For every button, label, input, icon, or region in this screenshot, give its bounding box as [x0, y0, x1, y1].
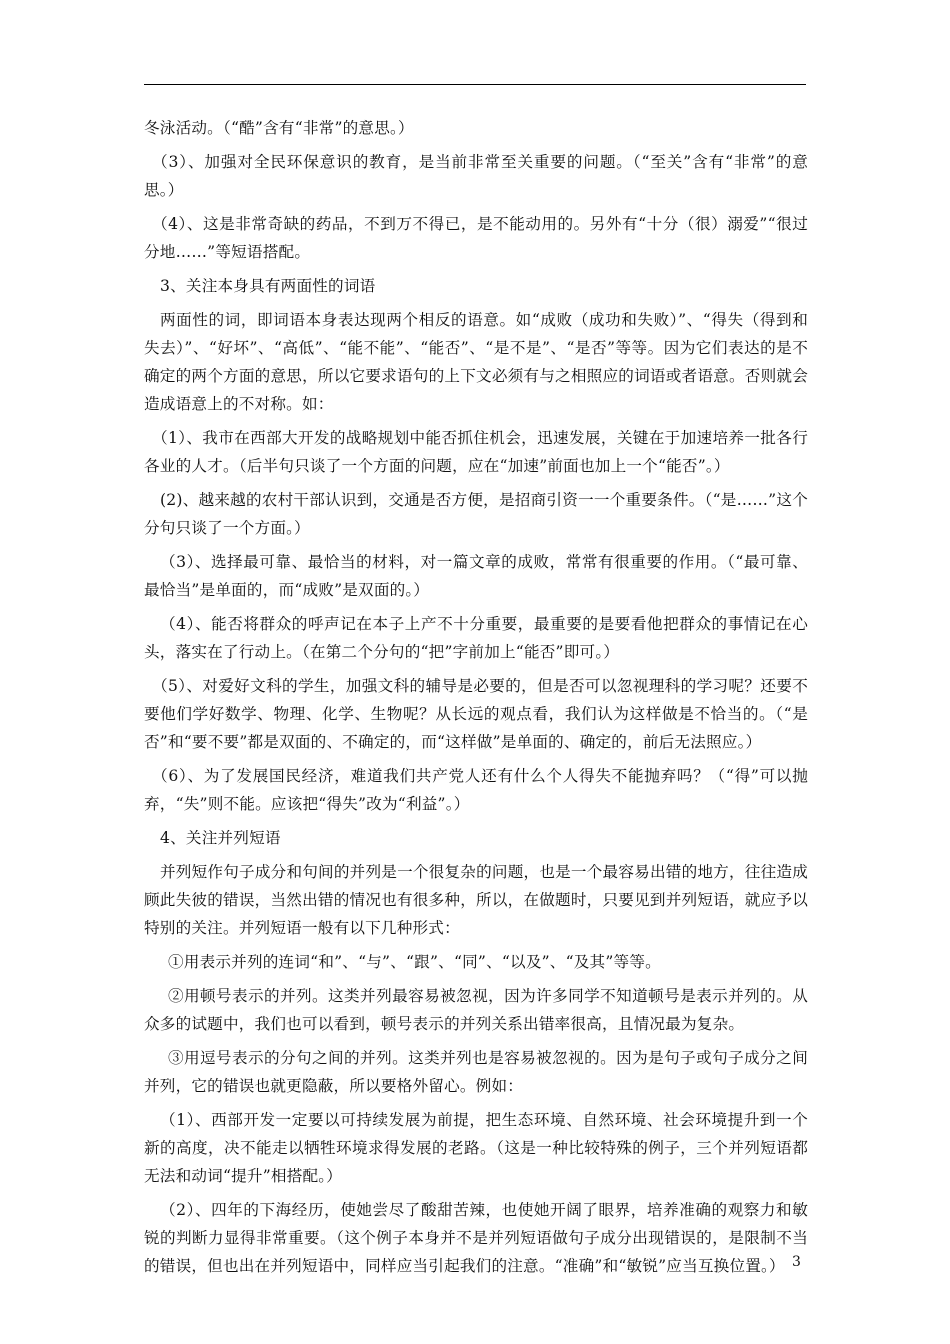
list-item: ①用表示并列的连词“和”、“与”、“跟”、“同”、“以及”、“及其”等等。	[168, 953, 661, 971]
paragraph: 冬泳活动。（“酷”含有“非常”的意思。）	[144, 119, 414, 137]
section-heading: 4、关注并列短语	[160, 829, 281, 847]
paragraph: （6）、为了发展国民经济，难道我们共产党人还有什么个人得失不能抛弃吗？（“得”可以抛弃，“失”则不能。应该把“得失”改为“利益”。）	[144, 767, 808, 813]
paragraph: 并列短作句子成分和句间的并列是一个很复杂的问题，也是一个最容易出错的地方，往往造成顾此失彼的错误，当然出错的情况也有很多种，所以，在做题时，只要见到并列短语，就应予以特别的关注。并列短语一般有以下几种形式：	[144, 863, 808, 937]
header-rule	[144, 84, 806, 85]
paragraph: （3）、选择最可靠、最恰当的材料，对一篇文章的成败，常常有很重要的作用。（“最可靠、最恰当”是单面的，而“成败”是双面的。）	[144, 553, 808, 599]
paragraph: （1）、西部开发一定要以可持续发展为前提，把生态环境、自然环境、社会环境提升到一个新的高度，决不能走以牺牲环境求得发展的老路。（这是一种比较特殊的例子，三个并列短语都无法和动词“提升”相搭配。）	[144, 1111, 808, 1185]
page-number: 3	[792, 1254, 801, 1270]
paragraph: （1）、我市在西部大开发的战略规划中能否抓住机会，迅速发展，关键在于加速培养一批各行各业的人才。（后半句只谈了一个方面的问题，应在“加速”前面也加上一个“能否”。）	[144, 429, 808, 475]
document-body	[144, 114, 808, 1286]
paragraph: （4）、这是非常奇缺的药品，不到万不得已，是不能动用的。另外有“十分（很）溺爱”“很过分地……”等短语搭配。	[144, 215, 808, 261]
paragraph: (2)、越来越的农村干部认识到，交通是否方便，是招商引资一一个重要条件。（“是……”这个分句只谈了一个方面。）	[144, 491, 808, 537]
paragraph: （2）、四年的下海经历，使她尝尽了酸甜苦辣，也使她开阔了眼界，培养准确的观察力和敏锐的判断力显得非常重要。（这个例子本身并不是并列短语做句子成分出现错误的，是限制不当的错误，但也出在并列短语中，同样应当引起我们的注意。“准确”和“敏锐”应当互换位置。）	[144, 1201, 808, 1275]
list-item: ③用逗号表示的分句之间的并列。这类并列也是容易被忽视的。因为是句子或句子成分之间并列，它的错误也就更隐蔽，所以要格外留心。例如：	[144, 1049, 808, 1095]
paragraph: 两面性的词，即词语本身表达现两个相反的语意。如“成败（成功和失败）”、“得失（得到和失去）”、“好坏”、“高低”、“能不能”、“能否”、“是不是”、“是否”等等。因为它们表达的是不确定的两个方面的意思，所以它要求语句的上下文必须有与之相照应的词语或者语意。否则就会造成语意上的不对称。如：	[144, 311, 808, 413]
paragraph: （4）、能否将群众的呼声记在本子上产不十分重要，最重要的是要看他把群众的事情记在心头，落实在了行动上。（在第二个分句的“把”字前加上“能否”即可。）	[144, 615, 808, 661]
paragraph: （3）、加强对全民环保意识的教育，是当前非常至关重要的问题。（“至关”含有“非常”的意思。）	[144, 153, 808, 199]
list-item: ②用顿号表示的并列。这类并列最容易被忽视，因为许多同学不知道顿号是表示并列的。从众多的试题中，我们也可以看到，顿号表示的并列关系出错率很高，且情况最为复杂。	[144, 987, 808, 1033]
section-heading: 3、关注本身具有两面性的词语	[160, 277, 376, 295]
paragraph: （5）、对爱好文科的学生，加强文科的辅导是必要的，但是否可以忽视理科的学习呢？还要不要他们学好数学、物理、化学、生物呢？从长远的观点看，我们认为这样做是不恰当的。（“是否”和“要不要”都是双面的、不确定的，而“这样做”是单面的、确定的，前后无法照应。）	[144, 677, 808, 751]
